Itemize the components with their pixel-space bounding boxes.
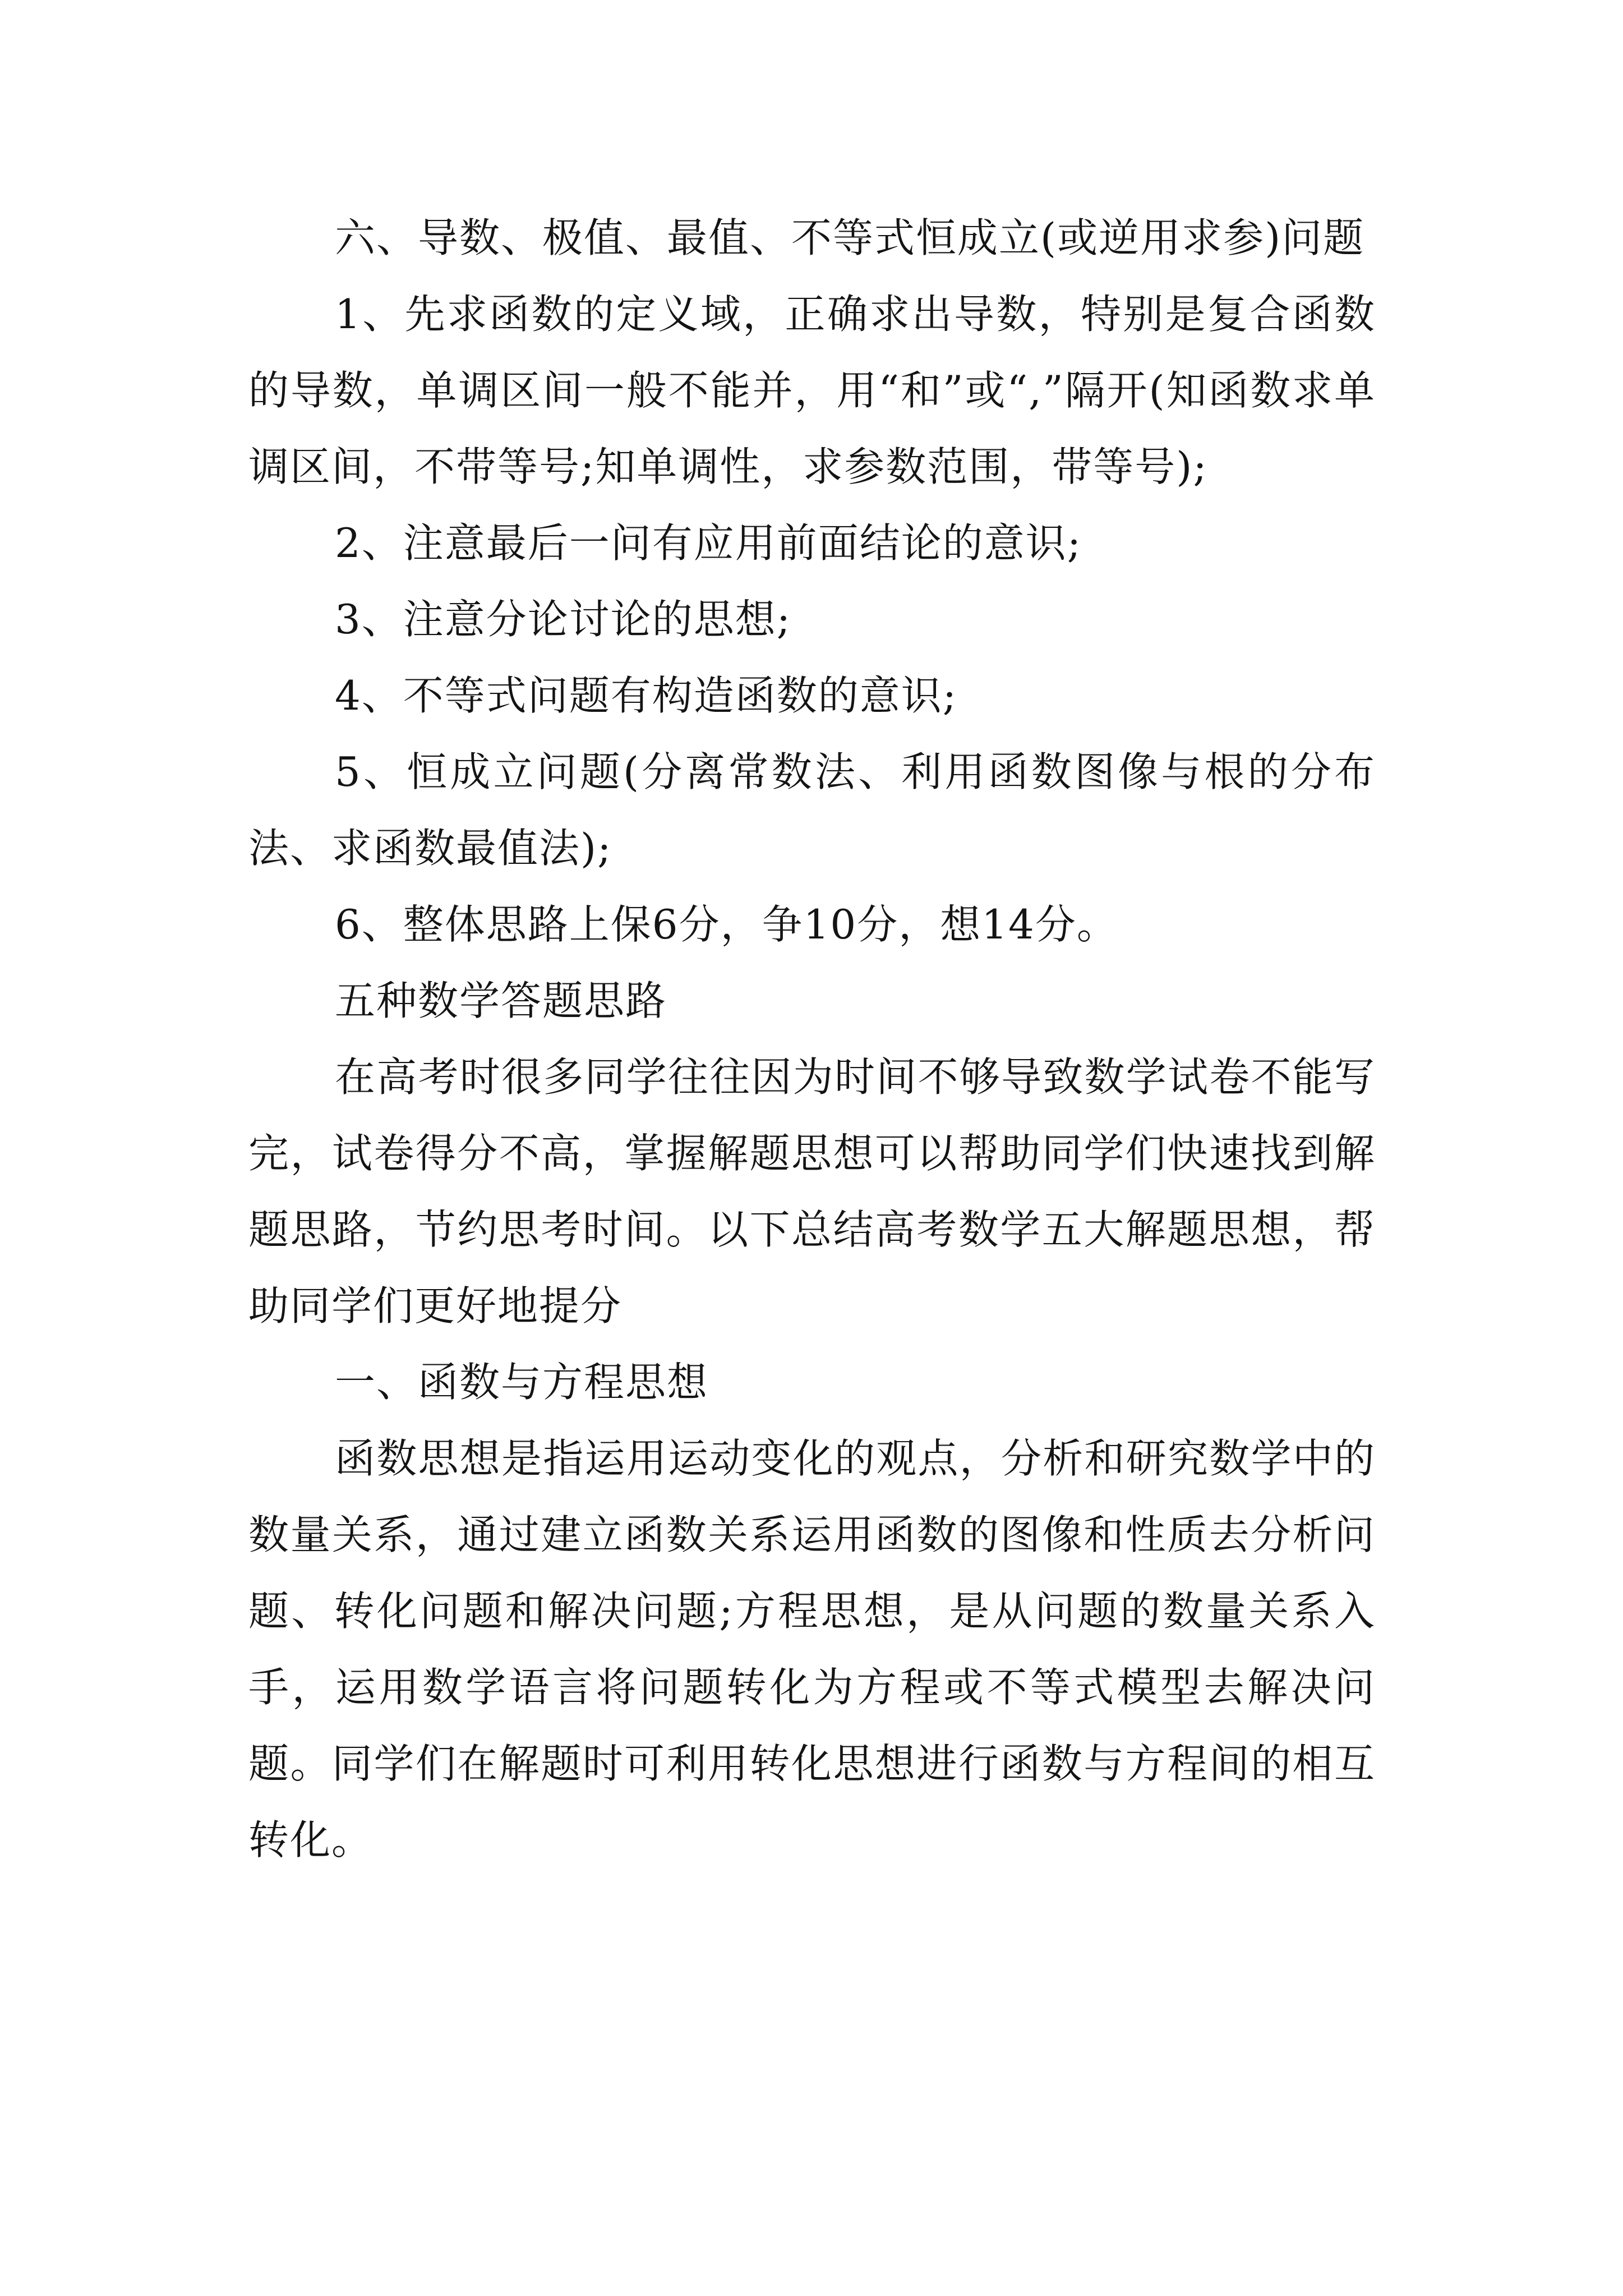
paragraph-function-equation: 函数思想是指运用运动变化的观点，分析和研究数学中的数量关系，通过建立函数关系运用函数的图像和性质去分析问题、转化问题和解决问题;方程思想，是从问题的数量关系入手，运用数学语言将问题转化为方程或不等式模型去解决问题。同学们在解题时可利用转化思想进行函数与方程间的相互转化。 [248, 1435, 1376, 1864]
section-heading-five-approaches: 五种数学答题思路 [335, 977, 667, 1024]
paragraph-item-4: 4、不等式问题有构造函数的意识; [335, 672, 958, 719]
section-heading-derivatives: 六、导数、极值、最值、不等式恒成立(或逆用求参)问题 [335, 214, 1365, 261]
paragraph-item-3: 3、注意分论讨论的思想; [335, 596, 792, 643]
document-body [248, 200, 1376, 1878]
paragraph-item-6: 6、整体思路上保6分，争10分，想14分。 [335, 901, 1118, 948]
paragraph-item-1: 1、先求函数的定义域，正确求出导数，特别是复合函数的导数，单调区间一般不能并，用“和”或“,”隔开(知函数求单调区间，不带等号;知单调性，求参数范围，带等号); [248, 291, 1376, 490]
paragraph-item-5: 5、恒成立问题(分离常数法、利用函数图像与根的分布法、求函数最值法); [248, 748, 1376, 872]
paragraph-item-2: 2、注意最后一问有应用前面结论的意识; [335, 519, 1082, 567]
paragraph-intro: 在高考时很多同学往往因为时间不够导致数学试卷不能写完，试卷得分不高，掌握解题思想可以帮助同学们快速找到解题思路，节约思考时间。以下总结高考数学五大解题思想，帮助同学们更好地提分 [248, 1053, 1376, 1329]
subheading-function-equation: 一、函数与方程思想 [335, 1359, 709, 1406]
